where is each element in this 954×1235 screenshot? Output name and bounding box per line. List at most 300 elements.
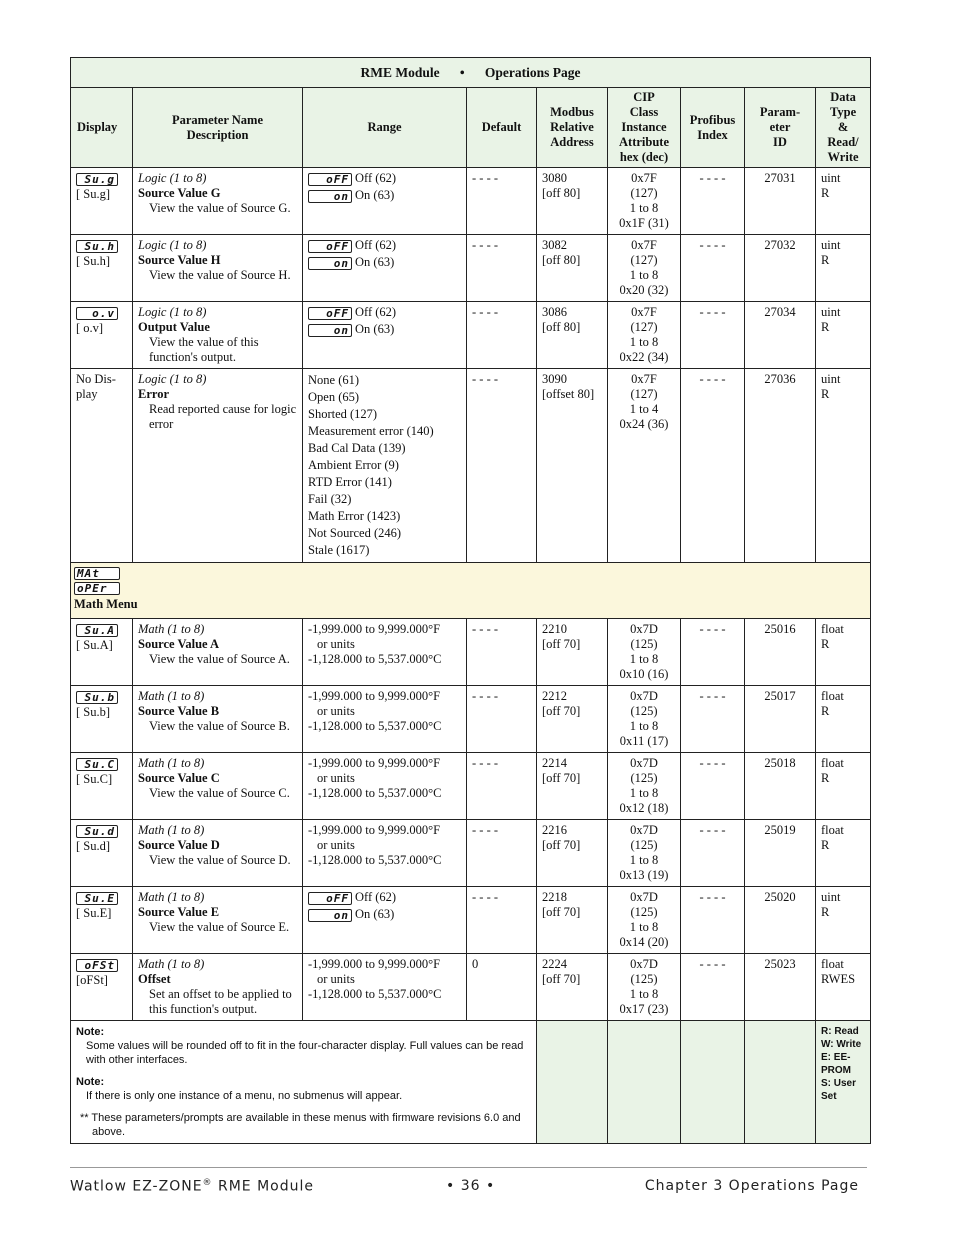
notes-empty-cell — [608, 1021, 681, 1144]
table-row — [71, 820, 871, 887]
cip-value: 1 to 8 — [629, 719, 659, 733]
display-code: [ Su.g] — [76, 187, 111, 201]
data-type: uint — [821, 238, 841, 252]
range-cell — [303, 887, 467, 954]
table-row — [71, 168, 871, 235]
parameter-id-cell: 27034 — [745, 302, 816, 369]
table-row — [71, 887, 871, 954]
range-option-text: Off (62) — [355, 238, 397, 252]
default-cell: 0 — [467, 954, 537, 1021]
parameter-name: Source Value G — [138, 186, 221, 200]
range-cell — [303, 302, 467, 369]
modbus-address: 2218 — [542, 890, 567, 904]
default-cell: - - - - — [467, 235, 537, 302]
modbus-address: 3086 — [542, 305, 567, 319]
read-write: R — [821, 838, 830, 852]
data-type: float — [821, 957, 844, 971]
range-option-text: On (63) — [355, 255, 395, 269]
read-write: R — [821, 253, 830, 267]
cip-value: 0x7D — [630, 756, 658, 770]
lcd-display-prompt: Su.d — [76, 825, 118, 838]
range-option-lcd: on — [308, 190, 352, 203]
modbus-address: 3080 — [542, 171, 567, 185]
cip-value: (125) — [630, 905, 658, 919]
note-body: If there is only one instance of a menu, no submenus will appear. — [86, 1090, 403, 1102]
data-type: uint — [821, 890, 841, 904]
note-heading: Note: — [76, 1076, 105, 1088]
parameter-id-cell: 27031 — [745, 168, 816, 235]
cip-value: 1 to 8 — [629, 335, 659, 349]
parameter-name: Offset — [138, 972, 171, 986]
range-option-text: On (63) — [355, 322, 395, 336]
range-cell — [303, 235, 467, 302]
legend-item: E: EE-PROM — [821, 1052, 851, 1076]
data-type-cell — [816, 302, 871, 369]
range-text: -1,128.000 to 5,537.000°C — [308, 853, 442, 867]
parameter-id-cell: 25017 — [745, 686, 816, 753]
display-code: [ Su.h] — [76, 254, 111, 268]
footer-chapter: Chapter 3 Operations Page — [644, 1178, 859, 1194]
modbus-offset: [off 70] — [542, 838, 581, 852]
default-cell: - - - - — [467, 369, 537, 563]
parameter-name: Source Value B — [138, 704, 220, 718]
parameter-name: Source Value A — [138, 637, 220, 651]
note-body: Some values will be rounded off to fit in the four-character display. Full values can be read with other interfaces. — [86, 1040, 524, 1066]
range-cell — [303, 168, 467, 235]
cip-cell — [608, 820, 681, 887]
parameter-name: Source Value C — [138, 771, 220, 785]
cip-cell — [608, 619, 681, 686]
modbus-cell — [537, 235, 608, 302]
parameter-cell — [133, 302, 303, 369]
header-range: Range — [303, 88, 467, 168]
cip-value: 1 to 8 — [629, 652, 659, 666]
math-menu-label: Math Menu — [74, 597, 138, 611]
cip-value: (127) — [630, 320, 658, 334]
read-write: RWES — [821, 972, 856, 986]
range-option — [308, 305, 461, 320]
default-cell: - - - - — [467, 820, 537, 887]
range-option-lcd: oFF — [308, 173, 352, 186]
lcd-display-prompt: Su.E — [76, 892, 118, 905]
parameter-cell — [133, 887, 303, 954]
profibus-cell: - - - - — [681, 686, 745, 753]
profibus-cell: - - - - — [681, 820, 745, 887]
profibus-cell: - - - - — [681, 954, 745, 1021]
range-text: Shorted (127) — [308, 407, 378, 421]
data-type: uint — [821, 171, 841, 185]
notes-empty-cell — [537, 1021, 608, 1144]
cip-value: 0x7F — [631, 171, 657, 185]
header-data-type: Data Type & Read/ Write — [816, 88, 871, 168]
operations-table — [70, 57, 871, 1144]
parameter-name: Output Value — [138, 320, 210, 334]
parameter-description: View the value of Source B. — [149, 719, 290, 733]
lcd-display-prompt: oFSt — [76, 959, 118, 972]
range-option — [308, 907, 461, 922]
data-type: float — [821, 689, 844, 703]
parameter-description: View the value of Source C. — [149, 786, 290, 800]
cip-cell — [608, 168, 681, 235]
lcd-display-prompt: Su.b — [76, 691, 118, 704]
modbus-address: 2210 — [542, 622, 567, 636]
parameter-cell — [133, 619, 303, 686]
parameter-name: Source Value H — [138, 253, 221, 267]
table-title: RME Module • Operations Page — [71, 58, 871, 88]
range-option-lcd: oFF — [308, 892, 352, 905]
notes-empty-cell — [745, 1021, 816, 1144]
modbus-offset: [off 70] — [542, 972, 581, 986]
parameter-category: Math (1 to 8) — [138, 622, 205, 636]
read-write: R — [821, 905, 830, 919]
modbus-offset: [offset 80] — [542, 387, 595, 401]
data-type-cell — [816, 753, 871, 820]
display-cell — [71, 686, 133, 753]
cip-value: (125) — [630, 972, 658, 986]
parameter-cell — [133, 753, 303, 820]
notes-row — [71, 1021, 871, 1144]
range-text: Stale (1617) — [308, 543, 370, 557]
parameter-id-cell: 27032 — [745, 235, 816, 302]
modbus-offset: [off 80] — [542, 186, 581, 200]
modbus-offset: [off 70] — [542, 637, 581, 651]
legend-item: R: Read — [821, 1026, 859, 1037]
cip-value: 0x7D — [630, 622, 658, 636]
range-option — [308, 322, 461, 337]
modbus-offset: [off 70] — [542, 771, 581, 785]
range-option-text: Off (62) — [355, 890, 397, 904]
table-header-row — [71, 88, 871, 168]
cip-value: 0x7D — [630, 890, 658, 904]
modbus-address: 2216 — [542, 823, 567, 837]
legend-item: W: Write — [821, 1039, 862, 1050]
modbus-cell — [537, 168, 608, 235]
data-type: float — [821, 622, 844, 636]
parameter-category: Logic (1 to 8) — [138, 171, 207, 185]
cip-value: 0x7D — [630, 823, 658, 837]
profibus-cell: - - - - — [681, 369, 745, 563]
cip-value: 1 to 8 — [629, 786, 659, 800]
table-row — [71, 235, 871, 302]
table-row — [71, 753, 871, 820]
lcd-display-prompt: Su.C — [76, 758, 118, 771]
range-option — [308, 171, 461, 186]
display-code: [ Su.b] — [76, 705, 111, 719]
legend-cell — [816, 1021, 871, 1144]
range-text: None (61) — [308, 373, 360, 387]
modbus-address: 2212 — [542, 689, 567, 703]
cip-value: 0x7F — [631, 372, 657, 386]
cip-value: (127) — [630, 186, 658, 200]
cip-value: 0x12 (18) — [619, 801, 669, 815]
cip-value: 1 to 8 — [629, 987, 659, 1001]
range-text: Ambient Error (9) — [308, 458, 399, 472]
modbus-cell — [537, 686, 608, 753]
header-profibus: Profibus Index — [681, 88, 745, 168]
read-write: R — [821, 704, 830, 718]
parameter-category: Logic (1 to 8) — [138, 372, 207, 386]
parameter-id-cell: 25023 — [745, 954, 816, 1021]
cip-value: 0x1F (31) — [619, 216, 669, 230]
range-option — [308, 188, 461, 203]
cip-cell — [608, 302, 681, 369]
parameter-cell — [133, 168, 303, 235]
cip-value: 1 to 8 — [629, 201, 659, 215]
default-cell: - - - - — [467, 753, 537, 820]
parameter-category: Math (1 to 8) — [138, 756, 205, 770]
data-type: uint — [821, 305, 841, 319]
display-code: [ Su.E] — [76, 906, 112, 920]
data-type-cell — [816, 619, 871, 686]
data-type: float — [821, 756, 844, 770]
parameter-id-cell: 25020 — [745, 887, 816, 954]
range-cell — [303, 369, 467, 563]
table-row — [71, 954, 871, 1021]
parameter-category: Math (1 to 8) — [138, 823, 205, 837]
operations-page-document — [70, 57, 870, 1144]
data-type-cell — [816, 686, 871, 753]
range-text: -1,999.000 to 9,999.000°F — [308, 622, 441, 636]
range-text: -1,128.000 to 5,537.000°C — [308, 652, 442, 666]
range-option — [308, 238, 461, 253]
range-text: or units — [317, 838, 355, 852]
parameter-description: Set an offset to be applied to this function's output. — [149, 987, 292, 1016]
parameter-category: Math (1 to 8) — [138, 957, 205, 971]
range-option — [308, 255, 461, 270]
range-cell — [303, 753, 467, 820]
profibus-cell: - - - - — [681, 887, 745, 954]
cip-value: 0x7F — [631, 238, 657, 252]
cip-value: 0x7F — [631, 305, 657, 319]
parameter-cell — [133, 686, 303, 753]
parameter-id-cell: 27036 — [745, 369, 816, 563]
legend-item: S: User Set — [821, 1078, 857, 1102]
range-text: -1,128.000 to 5,537.000°C — [308, 987, 442, 1001]
cip-cell — [608, 686, 681, 753]
range-text: Bad Cal Data (139) — [308, 441, 406, 455]
parameter-description: View the value of this function's output. — [149, 335, 259, 364]
default-cell: - - - - — [467, 619, 537, 686]
parameter-category: Math (1 to 8) — [138, 689, 205, 703]
cip-value: (125) — [630, 704, 658, 718]
data-type-cell — [816, 887, 871, 954]
parameter-name: Source Value E — [138, 905, 220, 919]
parameter-id-cell: 25018 — [745, 753, 816, 820]
read-write: R — [821, 186, 830, 200]
display-cell — [71, 887, 133, 954]
data-type-cell — [816, 954, 871, 1021]
data-type: uint — [821, 372, 841, 386]
cip-value: 0x11 (17) — [619, 734, 669, 748]
cip-value: (127) — [630, 253, 658, 267]
modbus-cell — [537, 753, 608, 820]
parameter-category: Math (1 to 8) — [138, 890, 205, 904]
parameter-category: Logic (1 to 8) — [138, 238, 207, 252]
menu-lcd-operations: oPEr — [74, 582, 120, 595]
range-cell — [303, 954, 467, 1021]
parameter-description: View the value of Source D. — [149, 853, 291, 867]
range-text: RTD Error (141) — [308, 475, 392, 489]
profibus-cell: - - - - — [681, 619, 745, 686]
profibus-cell: - - - - — [681, 235, 745, 302]
cip-value: 1 to 8 — [629, 853, 659, 867]
data-type-cell — [816, 369, 871, 563]
table-row — [71, 302, 871, 369]
parameter-category: Logic (1 to 8) — [138, 305, 207, 319]
default-cell: - - - - — [467, 686, 537, 753]
cip-cell — [608, 887, 681, 954]
cip-cell — [608, 369, 681, 563]
parameter-description: View the value of Source G. — [149, 201, 291, 215]
footer-product: Watlow EZ-ZONE® RME Module — [70, 1178, 315, 1195]
cip-value: (127) — [630, 387, 658, 401]
table-row-error — [71, 369, 871, 563]
modbus-cell — [537, 369, 608, 563]
display-code: [ o.v] — [76, 321, 104, 335]
parameter-description: View the value of Source A. — [149, 652, 290, 666]
math-menu-cell — [71, 563, 871, 619]
parameter-description: View the value of Source H. — [149, 268, 291, 282]
range-option-lcd: on — [308, 257, 352, 270]
display-cell — [71, 302, 133, 369]
range-cell — [303, 686, 467, 753]
modbus-cell — [537, 619, 608, 686]
profibus-cell: - - - - — [681, 753, 745, 820]
display-cell — [71, 619, 133, 686]
modbus-address: 3090 — [542, 372, 567, 386]
cip-cell — [608, 753, 681, 820]
lcd-display-prompt: Su.g — [76, 173, 118, 186]
modbus-cell — [537, 302, 608, 369]
range-text: Not Sourced (246) — [308, 526, 402, 540]
note-firmware: ** These parameters/prompts are available in these menus with firmware revisions 6.0 and above. — [80, 1112, 521, 1138]
footer-page-number: • 36 • — [446, 1178, 496, 1194]
display-cell — [71, 820, 133, 887]
table-row — [71, 619, 871, 686]
default-cell: - - - - — [467, 887, 537, 954]
modbus-offset: [off 80] — [542, 253, 581, 267]
cip-value: 0x7D — [630, 689, 658, 703]
modbus-cell — [537, 887, 608, 954]
parameter-name: Error — [138, 387, 170, 401]
range-text: -1,128.000 to 5,537.000°C — [308, 786, 442, 800]
read-write: R — [821, 637, 830, 651]
table-title-row — [71, 58, 871, 88]
cip-value: 1 to 8 — [629, 920, 659, 934]
range-text: Fail (32) — [308, 492, 352, 506]
range-text: or units — [317, 771, 355, 785]
menu-lcd-math: MAt — [74, 567, 120, 580]
cip-value: 0x13 (19) — [619, 868, 669, 882]
parameter-description: View the value of Source E. — [149, 920, 290, 934]
cip-value: 0x22 (34) — [619, 350, 669, 364]
range-text: -1,128.000 to 5,537.000°C — [308, 719, 442, 733]
profibus-cell: - - - - — [681, 302, 745, 369]
range-cell — [303, 619, 467, 686]
modbus-cell — [537, 820, 608, 887]
range-option-text: Off (62) — [355, 171, 397, 185]
parameter-id-cell: 25019 — [745, 820, 816, 887]
cip-value: 1 to 8 — [629, 268, 659, 282]
range-option-lcd: oFF — [308, 307, 352, 320]
cip-value: (125) — [630, 771, 658, 785]
lcd-display-prompt: Su.h — [76, 240, 118, 253]
range-text: Math Error (1423) — [308, 509, 401, 523]
display-code: [ Su.C] — [76, 772, 113, 786]
page-footer — [70, 1167, 867, 1208]
range-option-lcd: on — [308, 324, 352, 337]
cip-value: (125) — [630, 838, 658, 852]
range-text: or units — [317, 704, 355, 718]
display-code: [oFSt] — [76, 973, 108, 987]
header-cip: CIP Class Instance Attribute hex (dec) — [608, 88, 681, 168]
range-text: -1,999.000 to 9,999.000°F — [308, 823, 441, 837]
data-type-cell — [816, 168, 871, 235]
modbus-cell — [537, 954, 608, 1021]
parameter-description: Read reported cause for logic error — [149, 402, 297, 431]
display-cell — [71, 753, 133, 820]
display-code: [ Su.A] — [76, 638, 113, 652]
display-code: [ Su.d] — [76, 839, 111, 853]
range-text: or units — [317, 637, 355, 651]
read-write: R — [821, 320, 830, 334]
default-cell: - - - - — [467, 168, 537, 235]
display-cell — [71, 954, 133, 1021]
cip-value: 1 to 4 — [629, 402, 659, 416]
range-option-text: Off (62) — [355, 305, 397, 319]
range-text: Measurement error (140) — [308, 424, 434, 438]
modbus-offset: [off 70] — [542, 704, 581, 718]
range-option-text: On (63) — [355, 188, 395, 202]
modbus-address: 2224 — [542, 957, 567, 971]
display-cell — [71, 168, 133, 235]
range-cell — [303, 820, 467, 887]
header-parameter-name: Parameter Name Description — [133, 88, 303, 168]
math-menu-row — [71, 563, 871, 619]
range-text: -1,999.000 to 9,999.000°F — [308, 756, 441, 770]
parameter-id-cell: 25016 — [745, 619, 816, 686]
data-type-cell — [816, 235, 871, 302]
cip-value: 0x20 (32) — [619, 283, 669, 297]
lcd-display-prompt: Su.A — [76, 624, 118, 637]
modbus-offset: [off 70] — [542, 905, 581, 919]
read-write: R — [821, 387, 830, 401]
cip-value: (125) — [630, 637, 658, 651]
data-type-cell — [816, 820, 871, 887]
range-option — [308, 890, 461, 905]
range-option-lcd: oFF — [308, 240, 352, 253]
cip-cell — [608, 235, 681, 302]
parameter-cell — [133, 820, 303, 887]
header-default: Default — [467, 88, 537, 168]
notes-empty-cell — [681, 1021, 745, 1144]
lcd-display-prompt: o.v — [76, 307, 118, 320]
data-type: float — [821, 823, 844, 837]
modbus-offset: [off 80] — [542, 320, 581, 334]
header-parameter-id: Param- eter ID — [745, 88, 816, 168]
range-text: or units — [317, 972, 355, 986]
display-cell — [71, 235, 133, 302]
cip-value: 0x24 (36) — [619, 417, 669, 431]
header-display: Display — [71, 88, 133, 168]
cip-value: 0x7D — [630, 957, 658, 971]
cip-cell — [608, 954, 681, 1021]
modbus-address: 2214 — [542, 756, 567, 770]
table-row — [71, 686, 871, 753]
header-modbus: Modbus Relative Address — [537, 88, 608, 168]
read-write: R — [821, 771, 830, 785]
default-cell: - - - - — [467, 302, 537, 369]
